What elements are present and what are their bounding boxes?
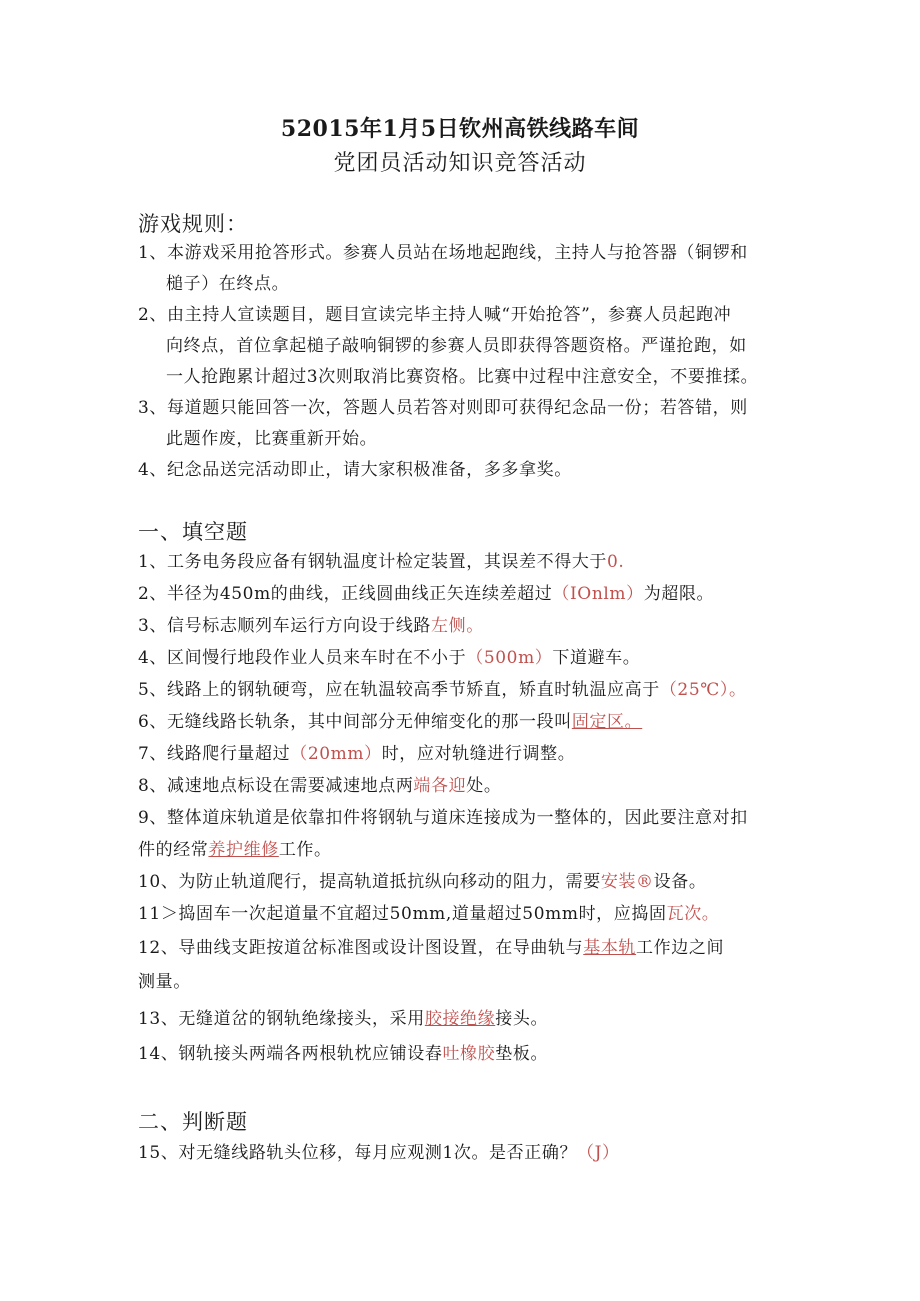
rule-line: 向终点，首位拿起槌子敲响铜锣的参赛人员即获得答题资格。严谨抢跑，如 [166, 336, 747, 356]
answer-text: 胶接绝缘 [424, 1009, 496, 1029]
question-text: 1、工务电务段应备有钢轨温度计检定装置，其误差不得大于 [138, 552, 608, 572]
rule-line: 槌子）在终点。 [166, 274, 290, 294]
answer-text: 瓦次。 [666, 904, 720, 924]
title-line-2: 党团员活动知识竞答活动 [333, 151, 587, 176]
question-text: 垫板。 [495, 1044, 549, 1064]
question-line [138, 1009, 548, 1029]
question-text: 测量。 [138, 972, 191, 992]
question-text: 下道避车。 [552, 648, 641, 668]
rule-line: 一人抢跑累计超过3次则取消比赛资格。比赛中过程中注意安全，不要推揉。 [166, 367, 759, 387]
question-text: 工作边之间 [636, 938, 725, 958]
rule-line: 2、由主持人宣读题目，题目宣读完毕主持人喊“开始抢答”，参赛人员起跑冲 [138, 305, 732, 325]
answer-text: 吐橡胶 [442, 1044, 496, 1064]
question-text: 工作。 [278, 840, 332, 860]
question-text: 2、半径为450m的曲线，正线圆曲线正矢连续差超过 [138, 584, 553, 604]
question-line [138, 584, 714, 604]
question-text: 10、为防止轨道爬行，提高轨道抵抗纵向移动的阻力，需要 [138, 872, 601, 892]
question-text: 设备。 [653, 872, 707, 892]
question-line [138, 840, 332, 860]
question-text: 时，应对轨缝进行调整。 [381, 744, 576, 764]
question-line [138, 938, 724, 958]
section-heading-fill: 一、填空题 [138, 520, 248, 544]
question-text: 12、导曲线支距按道岔标准图或设计图设置，在导曲轨与 [138, 938, 584, 958]
question-text: 6、无缝线路长轨条，其中间部分无伸缩变化的那一段叫 [138, 712, 572, 732]
question-text: 3、信号标志顺列车运行方向设于线路 [138, 616, 432, 636]
answer-text: 安装® [600, 872, 654, 892]
question-line [138, 712, 642, 732]
question-text: 11＞捣固车一次起道量不宜超过50mm,道量超过50mm时，应捣固 [138, 904, 667, 924]
answer-text: 0. [607, 552, 625, 572]
question-text: 接头。 [495, 1009, 549, 1029]
rule-line: 3、每道题只能回答一次，答题人员若答对则即可获得纪念品一份；若答错，则 [138, 398, 748, 418]
question-line [138, 680, 747, 700]
section-heading-judge: 二、判断题 [138, 1110, 248, 1134]
answer-text: （20mm） [290, 744, 382, 764]
question-line [138, 872, 706, 892]
question-text: 7、线路爬行量超过 [138, 744, 291, 764]
question-line [138, 552, 624, 572]
question-line [138, 1143, 620, 1163]
answer-text: （500m） [466, 648, 553, 668]
question-text: 4、区间慢行地段作业人员来车时在不小于 [138, 648, 467, 668]
question-text: 8、减速地点标设在需要减速地点两 [138, 776, 414, 796]
rule-line: 1、本游戏采用抢答形式。参赛人员站在场地起跑线，主持人与抢答器（铜锣和 [138, 243, 748, 263]
question-text: 件的经常 [138, 840, 209, 860]
question-text: 9、整体道床轨道是依靠扣件将钢轨与道床连接成为一整体的，因此要注意对扣 [138, 808, 748, 828]
answer-text: 固定区。 [571, 712, 643, 732]
question-line [138, 972, 191, 992]
rules-heading: 游戏规则： [138, 212, 248, 236]
question-text: 为超限。 [643, 584, 715, 604]
answer-text: 端各迎 [413, 776, 467, 796]
answer-text: （J） [577, 1143, 620, 1163]
question-line [138, 1044, 548, 1064]
question-line [138, 776, 501, 796]
question-text: 处。 [466, 776, 502, 796]
answer-text: 基本轨 [583, 938, 637, 958]
question-text: 15、对无缝线路轨头位移，每月应观测1次。是否正确？ [138, 1143, 578, 1163]
answer-text: 养护维修 [208, 840, 279, 860]
question-line [138, 744, 575, 764]
answer-text: 左侧。 [431, 616, 484, 636]
question-line [138, 616, 484, 636]
question-text: 14、钢轨接头两端各两根轨枕应铺设舂 [138, 1044, 443, 1064]
question-line [138, 648, 640, 668]
answer-text: （25℃）。 [659, 680, 747, 700]
rule-line: 此题作废，比赛重新开始。 [166, 429, 378, 449]
question-line [138, 808, 748, 828]
title-line-1: 52015年1月5日钦州高铁线路车间 [280, 116, 640, 142]
answer-text: （IOnlm） [552, 584, 644, 604]
question-text: 5、线路上的钢轨硬弯，应在轨温较高季节矫直，矫直时轨温应高于 [138, 680, 660, 700]
rule-line: 4、纪念品送完活动即止，请大家积极准备，多多拿奖。 [138, 460, 572, 480]
question-line [138, 904, 719, 924]
question-text: 13、无缝道岔的钢轨绝缘接头，采用 [138, 1009, 425, 1029]
